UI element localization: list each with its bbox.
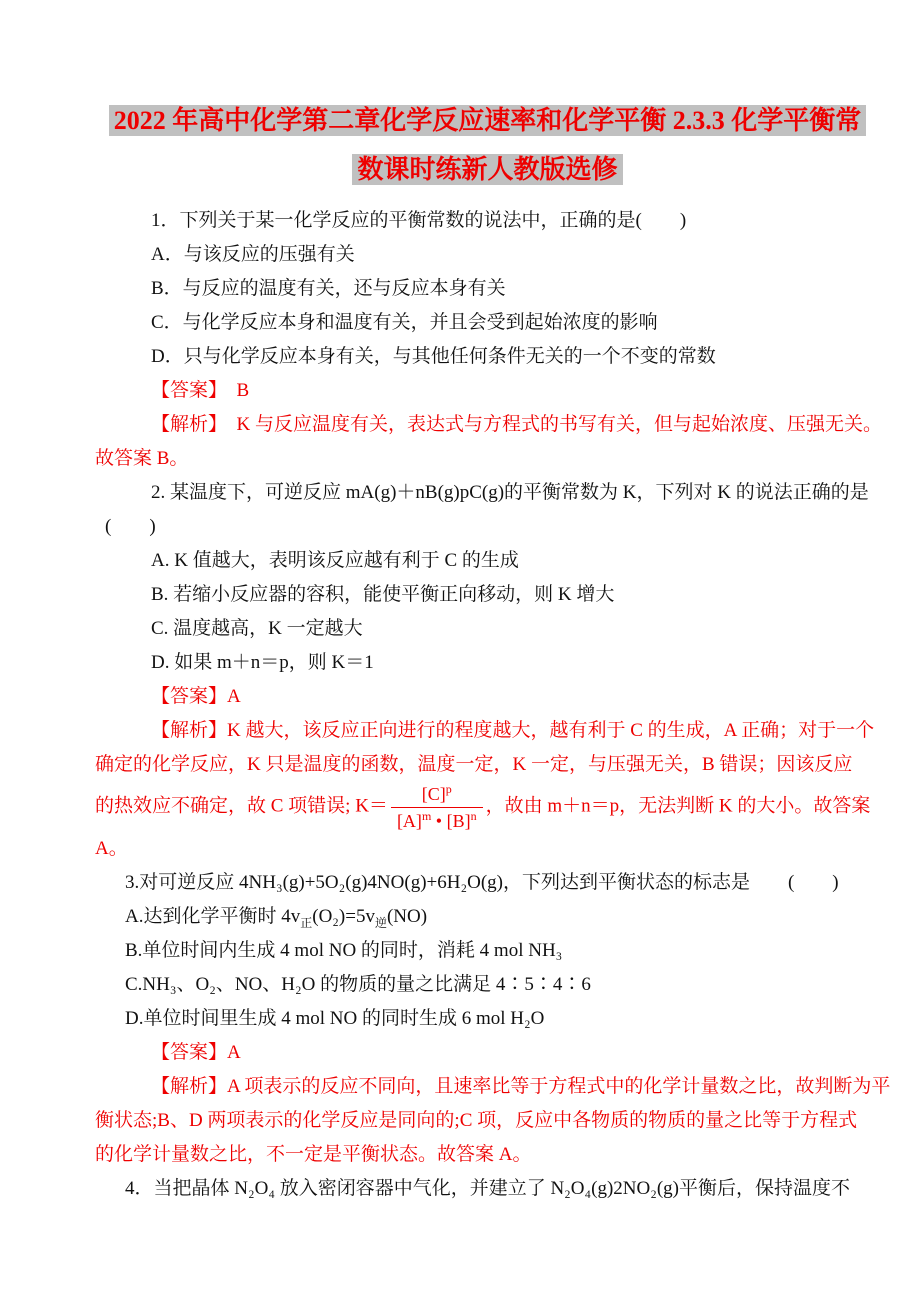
analysis-2-line-3-post: ，故由 m＋n＝p，无法判断 K 的大小。故答案 xyxy=(485,795,871,817)
document-title xyxy=(95,96,880,194)
title-line-1: 2022 年高中化学第二章化学反应速率和化学平衡 2.3.3 化学平衡常 xyxy=(109,105,867,136)
analysis-1-line-1: 【解析】 K 与反应温度有关，表达式与方程式的书写有关，但与起始浓度、压强无关。 xyxy=(151,414,882,435)
question-3-option-c: C.NH₃、O₂、NO、H₂O 的物质的量之比满足 4∶5∶4∶6 xyxy=(125,974,591,996)
title-row-2 xyxy=(95,145,880,194)
denominator-dot: • xyxy=(431,810,447,831)
option-a-sub-reverse: 逆 xyxy=(374,915,387,930)
analysis-3-line-3: 的化学计量数之比，不一定是平衡状态。故答案 A。 xyxy=(95,1144,532,1166)
question-3-text: 3.对可逆反应 4NH₃(g)+5O₂(g)4NO(g)+6H₂O(g)，下列达到平衡状态的标志是 ( ) xyxy=(125,872,839,894)
analysis-1-line-2: 故答案 B。 xyxy=(95,448,189,469)
question-1-option-c: C．与化学反应本身和温度有关，并且会受到起始浓度的影响 xyxy=(151,312,658,333)
question-1-option-d: D．只与化学反应本身有关，与其他任何条件无关的一个不变的常数 xyxy=(151,346,716,367)
question-4-text: 4．当把晶体 N₂O₄ 放入密闭容器中气化，并建立了 N₂O₄(g)2NO₂(g)平衡后，保持温度不 xyxy=(125,1178,851,1200)
question-3-option-b: B.单位时间内生成 4 mol NO 的同时，消耗 4 mol NH₃ xyxy=(125,940,563,962)
title-line-2: 数课时练新人教版选修 xyxy=(352,154,622,185)
fraction-numerator xyxy=(391,782,483,808)
option-a-part-3: (NO) xyxy=(386,906,428,928)
option-a-part-2: (O₂)=5v xyxy=(312,906,375,928)
option-a-part-1: A.达到化学平衡时 4v xyxy=(125,906,301,928)
denominator-exponent-m: m xyxy=(421,808,432,823)
question-3-option-a xyxy=(95,900,880,934)
denominator-base-b: [B] xyxy=(446,810,471,831)
analysis-2-line-3-pre: 的热效应不确定，故 C 项错误; K＝ xyxy=(95,795,388,817)
question-2-text: 2. 某温度下，可逆反应 mA(g)＋nB(g)pC(g)的平衡常数为 K，下列对 K 的说法正确的是 xyxy=(151,482,869,503)
question-2-option-d: D. 如果 m＋n＝p，则 K＝1 xyxy=(151,652,374,673)
question-2-answer-blank: ( ) xyxy=(105,516,156,537)
numerator-exponent: p xyxy=(445,782,452,796)
question-1-text: 1．下列关于某一化学反应的平衡常数的说法中，正确的是( ) xyxy=(151,210,687,231)
analysis-2-line-4: A。 xyxy=(95,838,128,860)
title-row-1 xyxy=(95,96,880,145)
numerator-base: [C] xyxy=(421,784,446,804)
equilibrium-constant-fraction xyxy=(391,782,483,832)
analysis-2-line-1: 【解析】K 越大，该反应正向进行的程度越大，越有利于 C 的生成，A 正确；对于一个 xyxy=(151,720,875,741)
question-1-option-a: A．与该反应的压强有关 xyxy=(151,244,355,265)
analysis-3-line-2: 衡状态;B、D 两项表示的化学反应是同向的;C 项，反应中各物质的物质的量之比等于方程式 xyxy=(95,1110,858,1132)
denominator-exponent-n: n xyxy=(470,808,477,823)
analysis-2-line-3 xyxy=(95,782,880,832)
answer-3: 【答案】A xyxy=(151,1042,241,1064)
question-2-option-a: A. K 值越大，表明该反应越有利于 C 的生成 xyxy=(151,550,519,571)
analysis-2-line-2: 确定的化学反应，K 只是温度的函数，温度一定，K 一定，与压强无关，B 错误；因该反应 xyxy=(95,754,853,775)
fraction-denominator xyxy=(391,808,483,833)
answer-1: 【答案】 B xyxy=(151,380,250,401)
question-3-option-d: D.单位时间里生成 4 mol NO 的同时生成 6 mol H₂O xyxy=(125,1008,545,1030)
question-1-option-b: B．与反应的温度有关，还与反应本身有关 xyxy=(151,278,506,299)
answer-2: 【答案】A xyxy=(151,686,241,707)
question-2-option-c: C. 温度越高，K 一定越大 xyxy=(151,618,363,639)
option-a-sub-forward: 正 xyxy=(300,915,313,930)
denominator-base-a: [A] xyxy=(396,810,422,831)
question-2-option-b: B. 若缩小反应器的容积，能使平衡正向移动，则 K 增大 xyxy=(151,584,615,605)
analysis-3-line-1: 【解析】A 项表示的反应不同向，且速率比等于方程式中的化学计量数之比，故判断为平 xyxy=(151,1076,891,1098)
